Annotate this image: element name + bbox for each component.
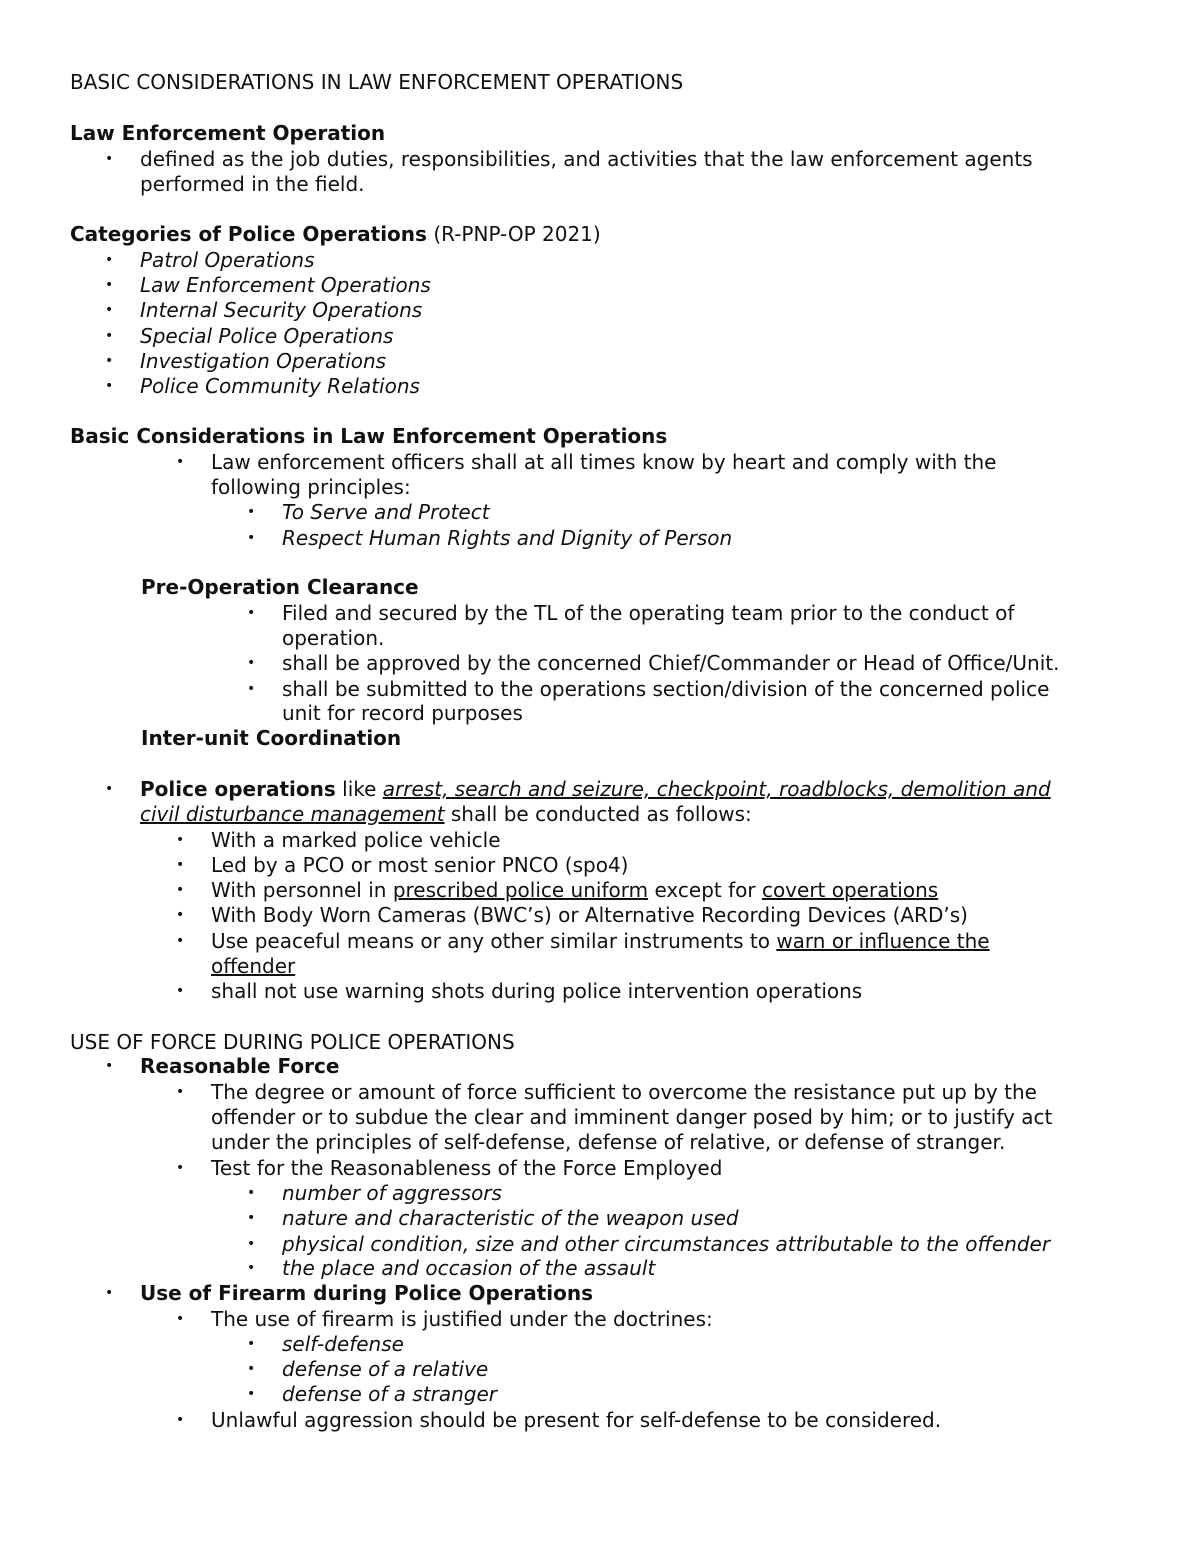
police-ops-line: [140, 802, 752, 827]
interunit-heading: Inter-unit Coordination: [141, 726, 402, 750]
bullet-icon: •: [247, 1336, 256, 1352]
unlawful-aggression: Unlawful aggression should be present for self-defense to be considered.: [211, 1408, 942, 1432]
police-ops-examples: arrest, search and seizure, checkpoint, roadblocks, demolition and: [382, 777, 1051, 801]
leo-heading: Law Enforcement Operation: [70, 121, 386, 145]
preop-item: shall be approved by the concerned Chief/Commander or Head of Office/Unit.: [282, 651, 1060, 675]
doctrine-item: defense of a stranger: [282, 1382, 497, 1406]
requirement-text: Use peaceful means or any other similar instruments to: [211, 929, 770, 953]
bullet-icon: •: [247, 530, 256, 546]
firearm-intro: The use of firearm is justified under the doctrines:: [211, 1307, 713, 1331]
warn-text: offender: [211, 954, 296, 978]
preop-item-line: shall be submitted to the operations section/division of the concerned police: [282, 677, 1050, 701]
categories-heading: Categories of Police Operations: [70, 222, 427, 246]
preop-item-line: Filed and secured by the TL of the operating team prior to the conduct of: [282, 601, 1015, 625]
bullet-icon: •: [105, 252, 114, 268]
category-item: Investigation Operations: [140, 349, 387, 373]
requirement-text: except for: [654, 878, 756, 902]
reasonable-def-line: offender or to subdue the clear and imminent danger posed by him; or to justify act: [211, 1105, 1053, 1129]
bullet-icon: •: [105, 353, 114, 369]
bullet-icon: •: [105, 328, 114, 344]
use-of-force-title: USE OF FORCE DURING POLICE OPERATIONS: [70, 1030, 515, 1054]
requirement-item: With Body Worn Cameras (BWC’s) or Alternative Recording Devices (ARD’s): [211, 903, 968, 927]
principle-item: To Serve and Protect: [282, 500, 490, 524]
police-ops-like: like: [342, 777, 377, 801]
categories-heading-line: [70, 222, 601, 247]
bullet-icon: •: [176, 882, 185, 898]
document-title: BASIC CONSIDERATIONS IN LAW ENFORCEMENT OPERATIONS: [70, 70, 684, 94]
category-item: Special Police Operations: [140, 324, 394, 348]
leo-definition-line: performed in the field.: [140, 172, 365, 196]
preop-item-line: operation.: [282, 626, 385, 650]
bullet-icon: •: [247, 1185, 256, 1201]
bullet-icon: •: [176, 454, 185, 470]
requirement-text: With personnel in: [211, 878, 387, 902]
bullet-icon: •: [247, 1210, 256, 1226]
firearm-heading: Use of Firearm during Police Operations: [140, 1281, 594, 1305]
bullet-icon: •: [176, 1084, 185, 1100]
bullet-icon: •: [105, 378, 114, 394]
requirement-item: shall not use warning shots during police intervention operations: [211, 979, 863, 1003]
reasonable-force-heading: Reasonable Force: [140, 1054, 340, 1078]
bullet-icon: •: [105, 781, 114, 797]
bullet-icon: •: [176, 857, 185, 873]
bullet-icon: •: [176, 1311, 185, 1327]
test-factor: the place and occasion of the assault: [282, 1256, 656, 1280]
bullet-icon: •: [105, 302, 114, 318]
reasonable-def-line: The degree or amount of force sufficient to overcome the resistance put up by the: [211, 1080, 1037, 1104]
requirement-item: Led by a PCO or most senior PNCO (spo4): [211, 853, 629, 877]
test-factor: physical condition, size and other circumstances attributable to the offender: [282, 1232, 1051, 1256]
reasonable-def-line: under the principles of self-defense, defense of relative, or defense of stranger.: [211, 1130, 1006, 1154]
bullet-icon: •: [105, 1285, 114, 1301]
covert-text: covert operations: [761, 878, 939, 902]
bullet-icon: •: [176, 907, 185, 923]
test-factor: nature and characteristic of the weapon used: [282, 1206, 739, 1230]
leo-definition-line: defined as the job duties, responsibilities, and activities that the law enforcement agents: [140, 147, 1033, 171]
doctrine-item: defense of a relative: [282, 1357, 489, 1381]
bullet-icon: •: [247, 655, 256, 671]
police-ops-examples: civil disturbance management: [140, 802, 445, 826]
bullet-icon: •: [176, 832, 185, 848]
requirement-item: With a marked police vehicle: [211, 828, 501, 852]
bullet-icon: •: [176, 933, 185, 949]
doctrine-item: self-defense: [282, 1332, 404, 1356]
police-ops-line: [140, 777, 1051, 802]
bullet-icon: •: [105, 1058, 114, 1074]
preop-item-line: unit for record purposes: [282, 701, 523, 725]
bullet-icon: •: [176, 983, 185, 999]
bullet-icon: •: [247, 1386, 256, 1402]
category-item: Patrol Operations: [140, 248, 315, 272]
bullet-icon: •: [247, 1260, 256, 1276]
warn-text: warn or influence the: [776, 929, 990, 953]
bullet-icon: •: [105, 151, 114, 167]
basic-considerations-heading: Basic Considerations in Law Enforcement Operations: [70, 424, 668, 448]
category-item: Internal Security Operations: [140, 298, 423, 322]
uniform-text: prescribed police uniform: [392, 878, 649, 902]
principle-item: Respect Human Rights and Dignity of Person: [282, 526, 733, 550]
police-ops-label: Police operations: [140, 777, 336, 801]
basic-intro-line: following principles:: [211, 475, 411, 499]
bullet-icon: •: [247, 681, 256, 697]
police-ops-rest: shall be conducted as follows:: [450, 802, 752, 826]
bullet-icon: •: [247, 1361, 256, 1377]
bullet-icon: •: [176, 1160, 185, 1176]
preop-heading: Pre-Operation Clearance: [141, 575, 419, 599]
bullet-icon: •: [247, 1236, 256, 1252]
category-item: Law Enforcement Operations: [140, 273, 431, 297]
test-factor: number of aggressors: [282, 1181, 502, 1205]
bullet-icon: •: [247, 504, 256, 520]
categories-source: (R-PNP-OP 2021): [433, 222, 601, 246]
bullet-icon: •: [176, 1412, 185, 1428]
requirement-item: [211, 929, 990, 954]
bullet-icon: •: [247, 605, 256, 621]
basic-intro-line: Law enforcement officers shall at all times know by heart and comply with the: [211, 450, 997, 474]
category-item: Police Community Relations: [140, 374, 420, 398]
reasonableness-test: Test for the Reasonableness of the Force Employed: [211, 1156, 723, 1180]
requirement-item: [211, 878, 938, 903]
bullet-icon: •: [105, 277, 114, 293]
